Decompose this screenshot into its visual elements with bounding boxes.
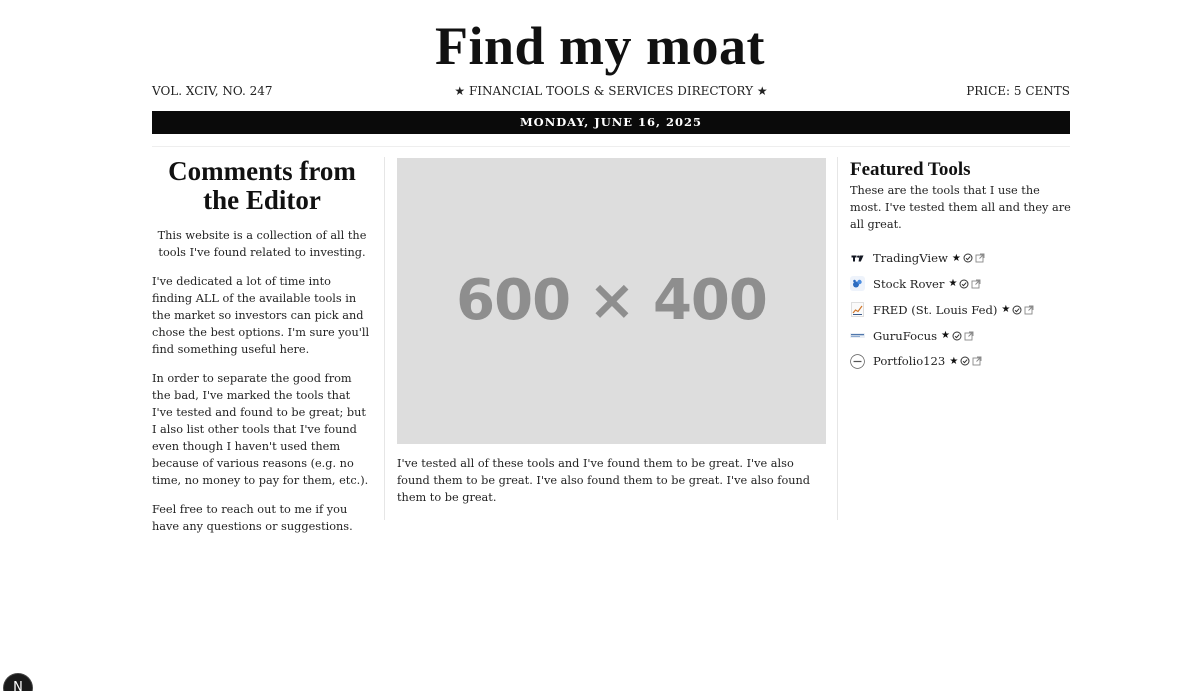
- featured-tools: [850, 158, 1072, 374]
- star-icon: ★: [948, 278, 958, 290]
- column-divider: [384, 157, 385, 520]
- editor-title: Comments from the Editor: [168, 156, 356, 215]
- tool-name: Portfolio123: [873, 354, 946, 369]
- check-circle-icon: [960, 356, 970, 366]
- check-circle-icon: [1012, 305, 1022, 315]
- check-circle-icon: [963, 253, 973, 263]
- external-link-icon[interactable]: [971, 279, 981, 289]
- feature-image: [397, 158, 826, 444]
- image-caption: I've tested all of these tools and I've found them to be great. I've also found them to be great. I've also found them to be great. I've also found them to be great.: [397, 457, 811, 505]
- stock-rover-logo-icon: [850, 276, 865, 291]
- tool-item-tradingview[interactable]: [850, 245, 1072, 271]
- tool-badges: [941, 330, 974, 341]
- tool-badges: [949, 356, 982, 367]
- tool-badges: [948, 278, 981, 289]
- external-link-icon[interactable]: [975, 253, 985, 263]
- section-label: ★ FINANCIAL TOOLS & SERVICES DIRECTORY ★: [454, 84, 768, 98]
- tool-name: GuruFocus: [873, 328, 938, 343]
- external-link-icon[interactable]: [1024, 305, 1034, 315]
- featured-description: These are the tools that I use the most. I've tested them all and they are all great.: [850, 184, 1071, 232]
- check-circle-icon: [952, 331, 962, 341]
- tool-name: TradingView: [873, 251, 948, 266]
- star-icon: ★: [1001, 304, 1011, 316]
- tool-name: FRED (St. Louis Fed): [873, 302, 998, 317]
- editor-paragraph: This website is a collection of all the tools I've found related to investing.: [157, 229, 367, 260]
- date-banner: MONDAY, JUNE 16, 2025: [152, 111, 1070, 134]
- tool-name: Stock Rover: [873, 276, 945, 291]
- tool-item-fred[interactable]: [850, 297, 1072, 323]
- tradingview-logo-icon: [850, 251, 865, 266]
- divider: [152, 146, 1070, 147]
- tool-badges: [952, 253, 985, 264]
- star-icon: ★: [951, 252, 961, 264]
- external-link-icon[interactable]: [964, 331, 974, 341]
- gurufocus-logo-icon: [850, 328, 865, 343]
- column-divider: [837, 157, 838, 520]
- tool-item-stock-rover[interactable]: [850, 271, 1072, 297]
- tool-item-gurufocus[interactable]: [850, 323, 1072, 349]
- tool-item-portfolio123[interactable]: [850, 348, 1072, 374]
- editor-paragraph: Feel free to reach out to me if you have any questions or suggestions.: [152, 502, 353, 533]
- editor-paragraph: In order to separate the good from the bad, I've marked the tools that I've tested and found to be great; but I also list other tools that I've found even though I haven't used them because of various reasons (e.g. no time, no money to pay for them, etc.).: [152, 371, 369, 488]
- check-circle-icon: [959, 279, 969, 289]
- tool-badges: [1001, 304, 1034, 315]
- editor-paragraph: I've dedicated a lot of time into finding ALL of the available tools in the market so investors can pick and chose the best options. I'm sure you'll find something useful here.: [152, 274, 370, 357]
- editor-comments: [152, 157, 372, 547]
- star-icon: ★: [941, 330, 951, 342]
- external-link-icon[interactable]: [972, 356, 982, 366]
- featured-title: Featured Tools: [850, 159, 971, 180]
- fred-logo-icon: [850, 302, 865, 317]
- framework-badge[interactable]: N: [4, 674, 32, 691]
- portfolio123-logo-icon: [850, 354, 865, 369]
- volume-label: VOL. XCIV, NO. 247: [152, 84, 273, 98]
- tool-list: [850, 245, 1072, 374]
- site-title[interactable]: Find my moat: [435, 16, 765, 76]
- masthead-meta: [152, 82, 1070, 100]
- star-icon: ★: [949, 355, 959, 367]
- price-label: PRICE: 5 CENTS: [966, 84, 1070, 98]
- image-placeholder-label: 600 × 400: [456, 268, 767, 333]
